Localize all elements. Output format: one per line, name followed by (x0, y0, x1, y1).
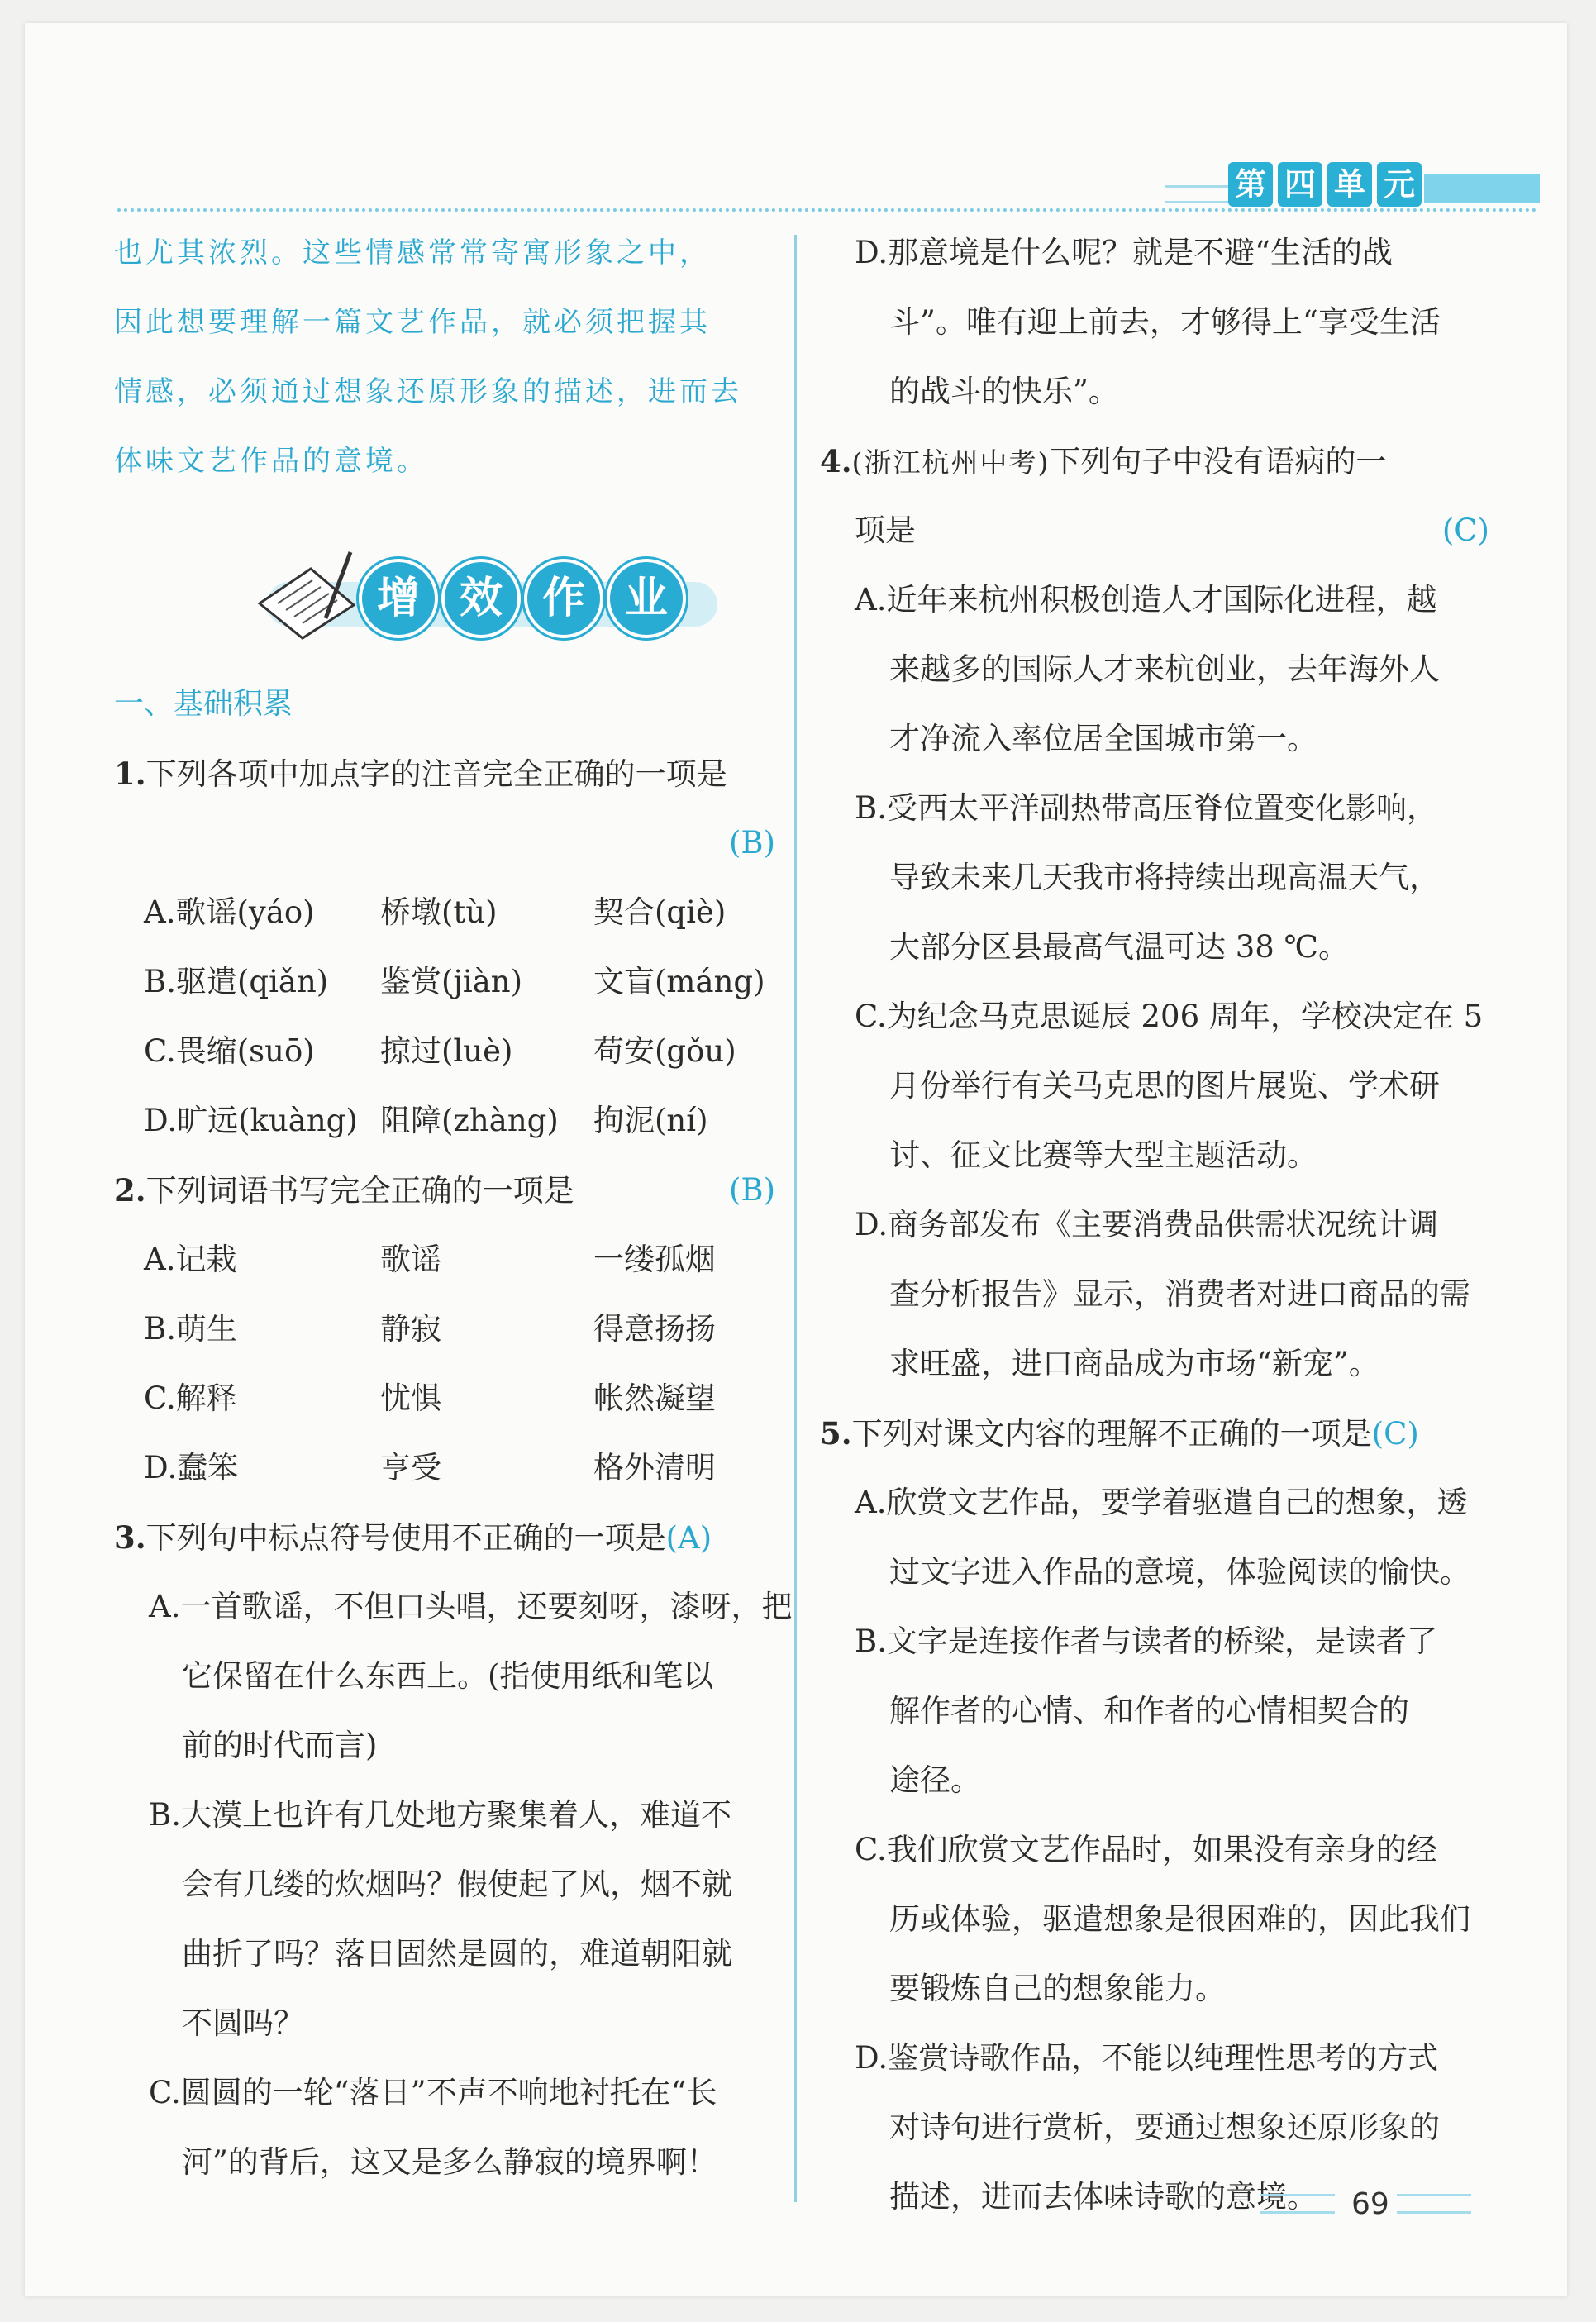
question-text: 下列句子中没有语病的一 (1050, 444, 1387, 479)
unit-char: 元 (1377, 162, 1422, 207)
option-row (114, 1364, 775, 1433)
option-cell: 亨受 (380, 1450, 441, 1485)
option-line: C.圆圆的一轮“落日”不声不响地衬托在“长 (149, 2075, 717, 2110)
option-line: 才净流入率位居全国城市第一。 (889, 721, 1317, 756)
option-cell: 忧惧 (380, 1380, 441, 1416)
question-text: 下列对课文内容的理解不正确的一项是 (851, 1416, 1372, 1452)
option-line: C.我们欣赏文艺作品时，如果没有亲身的经 (855, 1832, 1437, 1867)
option-line: 解作者的心情、和作者的心情相契合的 (889, 1693, 1409, 1728)
option-row (114, 1086, 775, 1156)
unit-char: 单 (1327, 162, 1372, 207)
right-column (820, 218, 1489, 2232)
question-number: 2. (114, 1172, 146, 1209)
option-line: 过文字进入作品的意境，体验阅读的愉快。 (889, 1554, 1470, 1590)
option-line: 前的时代而言) (182, 1728, 378, 1763)
unit-title (1228, 162, 1422, 207)
handwritten-answer-line: 也尤其浓烈。这些情感常常寄寓形象之中， (114, 236, 711, 269)
option-cell: A.记栽 (144, 1242, 237, 1277)
option-line: B.大漠上也许有几处地方聚集着人，难道不 (149, 1797, 731, 1833)
option-line: 求旺盛，进口商品成为市场“新宠”。 (889, 1346, 1379, 1381)
unit-char: 四 (1278, 162, 1322, 207)
question-4-stem-cont (820, 496, 1489, 565)
option-cell: 得意扬扬 (593, 1311, 716, 1347)
question-number: 1. (114, 756, 146, 792)
option-line: B.受西太平洋副热带高压脊位置变化影响， (855, 790, 1437, 826)
option-cell: D.蠢笨 (144, 1450, 239, 1485)
option-line: 的战斗的快乐”。 (889, 374, 1119, 409)
option-cell: 契合(qiè) (593, 894, 727, 930)
option-cell: A.歌谣(yáo) (144, 894, 315, 930)
question-number: 5. (820, 1415, 852, 1452)
answer-mark: (B) (728, 825, 775, 861)
option-line: 查分析报告》显示，消费者对进口商品的需 (889, 1276, 1470, 1312)
option-line: 导致未来几天我市将持续出现高温天气， (889, 860, 1440, 895)
homework-banner (114, 529, 775, 670)
page-number: 69 (1351, 2187, 1389, 2221)
option-line: 来越多的国际人才来杭创业，去年海外人 (889, 651, 1440, 687)
option-cell: 歌谣 (380, 1242, 441, 1277)
option-cell: 苟安(gǒu) (593, 1033, 736, 1069)
option-line: 途径。 (889, 1762, 981, 1798)
option-cell: 鉴赏(jiàn) (380, 964, 523, 999)
answer-mark: (A) (665, 1520, 712, 1556)
header-dotted-rule (117, 208, 1537, 212)
option-cell: 阻障(zhàng) (380, 1103, 559, 1138)
option-line: 要锻炼自己的想象能力。 (889, 1971, 1226, 2006)
section-heading: 一、基础积累 (114, 687, 293, 721)
question-1-answer-line (114, 808, 775, 878)
textbook-page (25, 23, 1567, 2296)
question-text: 下列句中标点符号使用不正确的一项是 (145, 1520, 666, 1556)
option-line: A.近年来杭州积极创造人才国际化进程，越 (855, 582, 1437, 617)
banner-char: 业 (607, 559, 686, 638)
option-row (114, 1017, 775, 1086)
option-line: 斗”。唯有迎上前去，才够得上“享受生活 (889, 304, 1441, 340)
option-cell: C.畏缩(suō) (144, 1033, 315, 1069)
option-line: D.商务部发布《主要消费品供需状况统计调 (855, 1207, 1439, 1242)
option-cell: 一缕孤烟 (593, 1242, 716, 1277)
banner-title (359, 559, 686, 638)
unit-char: 第 (1228, 162, 1273, 207)
question-number: 4. (820, 443, 852, 479)
option-line: A.一首歌谣，不但口头唱，还要刻呀，漆呀，把 (149, 1589, 793, 1624)
option-line: 讨、征文比赛等大型主题活动。 (889, 1137, 1317, 1173)
footer-decoration-lines (1260, 2194, 1335, 2214)
option-line: 大部分区县最高气温可达 38 ℃。 (889, 929, 1349, 965)
option-line: D.那意境是什么呢？就是不避“生活的战 (855, 235, 1394, 270)
question-source: (浙江杭州中考) (851, 446, 1051, 479)
option-line: 曲折了吗？落日固然是圆的，难道朝阳就 (182, 1936, 732, 1972)
option-cell: 拘泥(ní) (593, 1103, 708, 1138)
option-cell: 文盲(máng) (593, 964, 765, 999)
option-line: 会有几缕的炊烟吗？假使起了风，烟不就 (182, 1867, 732, 1902)
question-3-stem (114, 1503, 775, 1572)
answer-mark: (B) (728, 1172, 775, 1208)
option-row (114, 947, 775, 1017)
option-cell: B.萌生 (144, 1311, 237, 1347)
option-line: 月份举行有关马克思的图片展览、学术研 (889, 1068, 1440, 1104)
banner-char: 作 (524, 559, 603, 638)
option-cell: C.解释 (144, 1380, 237, 1416)
option-row (114, 1225, 775, 1295)
banner-char: 增 (359, 559, 438, 638)
option-row (114, 1433, 775, 1503)
option-line: C.为纪念马克思诞辰 206 周年，学校决定在 5 (855, 999, 1484, 1034)
option-cell: 格外清明 (593, 1450, 716, 1485)
option-line: 不圆吗？ (182, 2005, 304, 2041)
option-line: 河”的背后，这又是多么静寂的境界啊！ (182, 2144, 717, 2180)
option-line: B.文字是连接作者与读者的桥梁，是读者了 (855, 1623, 1437, 1659)
option-line: 历或体验，驱遣想象是很困难的，因此我们 (889, 1901, 1470, 1937)
option-cell: 掠过(luè) (380, 1033, 513, 1069)
left-column (114, 218, 793, 2197)
option-line: D.鉴赏诗歌作品，不能以纯理性思考的方式 (855, 2040, 1439, 2076)
question-1-stem (114, 739, 775, 808)
option-line: 描述，进而去体味诗歌的意境。 (889, 2179, 1317, 2215)
option-cell: B.驱遣(qiǎn) (144, 964, 329, 999)
option-row (114, 1295, 775, 1364)
option-cell: 帐然凝望 (593, 1380, 716, 1416)
option-line: A.欣赏文艺作品，要学着驱遣自己的想象，透 (855, 1485, 1468, 1520)
column-divider (794, 235, 797, 2202)
footer-decoration-lines (1397, 2194, 1471, 2214)
question-4-stem (820, 427, 1489, 496)
question-5-stem (820, 1399, 1489, 1468)
question-text: 项是 (855, 513, 916, 548)
handwritten-answer-line: 体味文艺作品的意境。 (114, 445, 428, 478)
question-2-stem (114, 1156, 775, 1225)
question-number: 3. (114, 1519, 146, 1556)
answer-mark: (C) (1441, 513, 1489, 548)
option-cell: 静寂 (380, 1311, 441, 1347)
header-color-bar (1424, 174, 1540, 203)
answer-mark: (C) (1371, 1416, 1419, 1452)
notebook-pen-icon (253, 546, 360, 645)
banner-char: 效 (441, 559, 521, 638)
question-text: 下列词语书写完全正确的一项是 (145, 1173, 574, 1209)
handwritten-answer-line: 因此想要理解一篇文艺作品，就必须把握其 (114, 306, 711, 339)
option-line: 它保留在什么东西上。(指使用纸和笔以 (182, 1658, 714, 1694)
option-cell: D.旷远(kuàng) (144, 1103, 358, 1138)
option-row (114, 878, 775, 947)
option-line: 对诗句进行赏析，要通过想象还原形象的 (889, 2110, 1440, 2145)
option-cell: 桥墩(tù) (380, 894, 498, 930)
handwritten-answer-line: 情感，必须通过想象还原形象的描述，进而去 (114, 375, 742, 408)
question-text: 下列各项中加点字的注音完全正确的一项是 (145, 756, 727, 792)
